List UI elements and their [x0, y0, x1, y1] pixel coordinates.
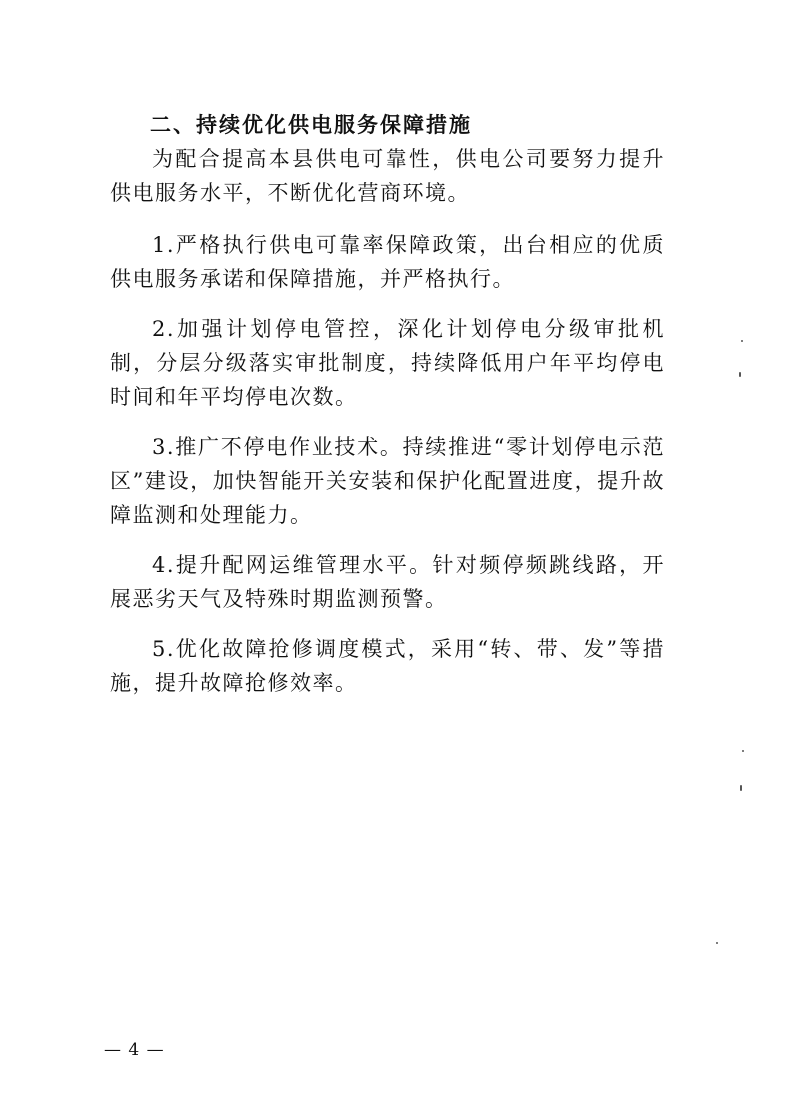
scan-speck: [741, 340, 743, 342]
page-number: — 4 —: [104, 1040, 165, 1060]
scan-speck: [739, 372, 741, 377]
measure-item-1: 1.严格执行供电可靠率保障政策，出台相应的优质供电服务承诺和保障措施，并严格执行。: [110, 233, 665, 291]
scan-speck: [740, 785, 742, 791]
intro-paragraph: 为配合提高本县供电可靠性，供电公司要努力提升供电服务水平，不断优化营商环境。: [110, 147, 665, 205]
measure-item-5: 5.优化故障抢修调度模式，采用“转、带、发”等措施，提升故障抢修效率。: [110, 637, 665, 695]
measure-item-4: 4.提升配网运维管理水平。针对频停频跳线路，开展恶劣天气及特殊时期监测预警。: [110, 553, 665, 611]
scan-speck: [716, 942, 718, 944]
measure-item-3: 3.推广不停电作业技术。持续推进“零计划停电示范区”建设，加快智能开关安装和保护化配置进度，提升故障监测和处理能力。: [110, 435, 665, 527]
measure-item-2: 2.加强计划停电管控，深化计划停电分级审批机制，分层分级落实审批制度，持续降低用户年平均停电时间和年平均停电次数。: [110, 317, 665, 409]
scan-speck: [742, 750, 744, 752]
section-heading: 二、持续优化供电服务保障措施: [150, 113, 472, 137]
